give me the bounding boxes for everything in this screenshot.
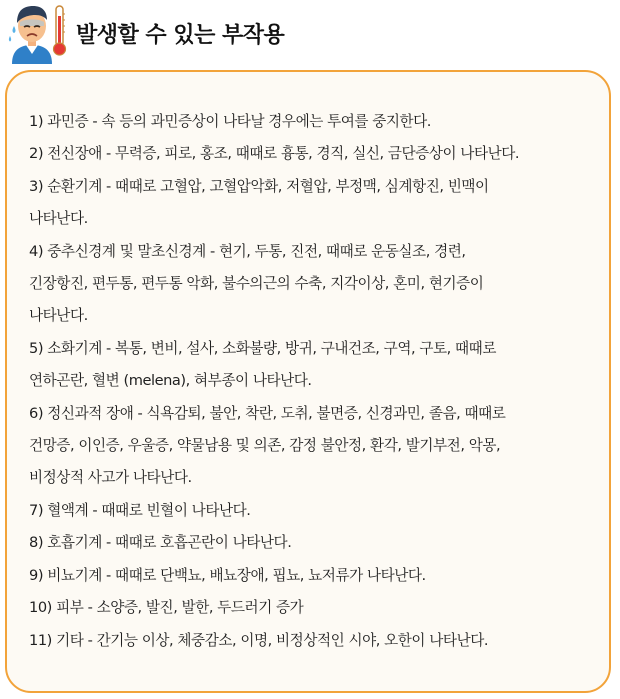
- side-effect-line: 6) 정신과적 장애 - 식욕감퇴, 불안, 착란, 도취, 불면증, 신경과민, 졸음, 때때로: [29, 404, 506, 422]
- sick-person-thermometer-icon: [6, 2, 70, 64]
- side-effect-item: [29, 138, 607, 170]
- side-effect-item: [29, 398, 607, 495]
- side-effect-line: 연하곤란, 혈변 (melena), 혀부종이 나타난다.: [29, 372, 312, 390]
- side-effect-line: 11) 기타 - 간기능 이상, 체중감소, 이명, 비정상적인 시야, 오한이 나타난다.: [29, 631, 489, 649]
- side-effect-line: 9) 비뇨기계 - 때때로 단백뇨, 배뇨장애, 핍뇨, 뇨저류가 나타난다.: [29, 566, 426, 584]
- side-effect-item: [29, 527, 607, 559]
- side-effect-item: [29, 560, 607, 592]
- side-effect-line: 3) 순환기계 - 때때로 고혈압, 고혈압악화, 저혈압, 부정맥, 심계항진, 빈맥이: [29, 177, 489, 195]
- side-effect-item: [29, 236, 607, 333]
- side-effect-item: [29, 625, 607, 657]
- side-effect-line: 2) 전신장애 - 무력증, 피로, 홍조, 때때로 흉통, 경직, 실신, 금단증상이 나타난다.: [29, 145, 520, 163]
- side-effect-item: [29, 171, 607, 236]
- side-effect-item: [29, 106, 607, 138]
- side-effect-line: 5) 소화기계 - 복통, 변비, 설사, 소화불량, 방귀, 구내건조, 구역, 구토, 때때로: [29, 339, 496, 357]
- side-effect-line: 건망증, 이인증, 우울증, 약물남용 및 의존, 감정 불안정, 환각, 발기부전, 악몽,: [29, 437, 501, 455]
- side-effect-item: [29, 333, 607, 398]
- side-effect-line: 나타난다.: [29, 210, 88, 228]
- page-title: 발생할 수 있는 부작용: [76, 22, 285, 48]
- side-effects-list: [29, 106, 607, 657]
- side-effect-line: 4) 중추신경계 및 말초신경계 - 현기, 두통, 진전, 때때로 운동실조, 경련,: [29, 242, 466, 260]
- side-effect-line: 1) 과민증 - 속 등의 과민증상이 나타날 경우에는 투여를 중지한다.: [29, 113, 431, 130]
- side-effect-line: 7) 혈액계 - 때때로 빈혈이 나타난다.: [29, 501, 251, 519]
- side-effect-item: [29, 495, 607, 527]
- side-effect-line: 긴장항진, 편두통, 편두통 악화, 불수의근의 수축, 지각이상, 혼미, 현기증이: [29, 275, 484, 293]
- side-effect-line: 10) 피부 - 소양증, 발진, 발한, 두드러기 증가: [29, 599, 304, 617]
- side-effect-line: 나타난다.: [29, 307, 88, 325]
- side-effect-item: [29, 592, 607, 624]
- side-effects-card: [5, 70, 611, 693]
- side-effect-line: 비정상적 사고가 나타난다.: [29, 469, 192, 487]
- page-header: [6, 2, 284, 64]
- side-effect-line: 8) 호흡기계 - 때때로 호흡곤란이 나타난다.: [29, 534, 292, 552]
